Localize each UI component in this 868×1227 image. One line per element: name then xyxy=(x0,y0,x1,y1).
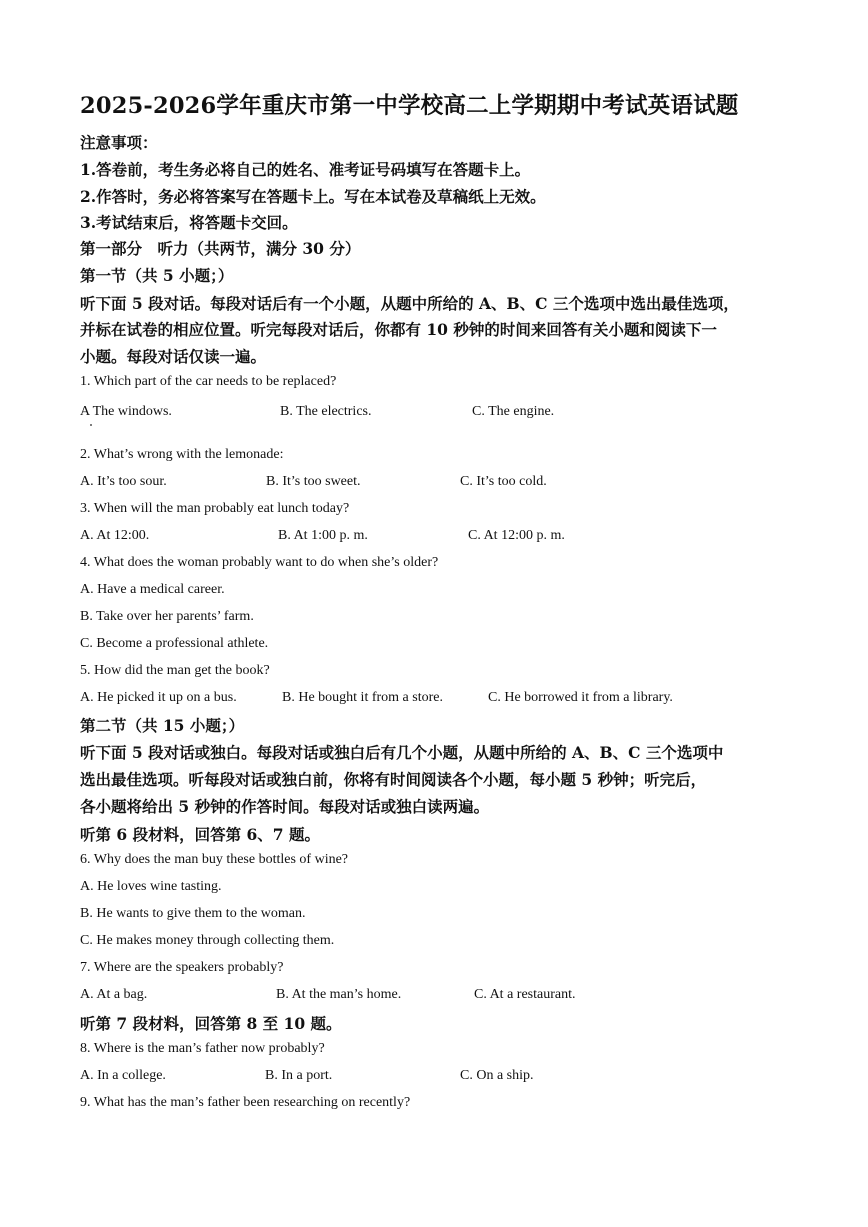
option-a: A. In a college. xyxy=(80,1068,166,1083)
question-text: 3. When will the man probably eat lunch today? xyxy=(80,501,350,516)
notice-heading: 注意事项： xyxy=(80,133,158,152)
material-heading: 听第 6 段材料，回答第 6、7 题。 xyxy=(80,825,320,844)
option-a: A. At a bag. xyxy=(80,987,148,1002)
notice-item: 1.答卷前，考生务必将自己的姓名、准考证号码填写在答题卡上。 xyxy=(80,160,531,179)
question-text: 8. Where is the man’s father now probably? xyxy=(80,1041,325,1056)
option-c: C. Become a professional athlete. xyxy=(80,636,269,651)
option-c: C. He makes money through collecting them. xyxy=(80,933,335,948)
option-a: A. It’s too sour. xyxy=(80,474,167,489)
section-heading: 第一节（共 5 小题；） xyxy=(80,266,234,285)
option-c: C. The engine. xyxy=(472,404,555,419)
option-a: A. He loves wine tasting. xyxy=(80,879,222,894)
question-text: 6. Why does the man buy these bottles of wine? xyxy=(80,852,349,867)
question-text: 7. Where are the speakers probably? xyxy=(80,960,284,975)
instruction-line: 各小题将给出 5 秒钟的作答时间。每段对话或独白读两遍。 xyxy=(80,797,490,816)
instruction-line: 听下面 5 段对话。每段对话后有一个小题，从题中所给的 A、B、C 三个选项中选出最佳选项， xyxy=(80,294,739,313)
question-text: 2. What’s wrong with the lemonade: xyxy=(80,447,284,462)
section-heading: 第二节（共 15 小题；） xyxy=(80,716,245,735)
option-c: C. At 12:00 p. m. xyxy=(468,528,565,543)
option-c: C. He borrowed it from a library. xyxy=(488,690,673,705)
option-b: B. In a port. xyxy=(265,1068,333,1083)
question-text: 5. How did the man get the book? xyxy=(80,663,270,678)
scan-speck xyxy=(90,424,92,426)
option-a: A The windows. xyxy=(80,404,172,419)
instruction-line: 并标在试卷的相应位置。听完每段对话后，你都有 10 秒钟的时间来回答有关小题和阅读下一 xyxy=(80,320,717,339)
instruction-line: 小题。每段对话仅读一遍。 xyxy=(80,347,267,366)
option-c: C. It’s too cold. xyxy=(460,474,547,489)
notice-item: 2.作答时，务必将答案写在答题卡上。写在本试卷及草稿纸上无效。 xyxy=(80,187,546,206)
option-a: A. He picked it up on a bus. xyxy=(80,690,237,705)
option-b: B. At the man’s home. xyxy=(276,987,402,1002)
question-text: 9. What has the man’s father been researching on recently? xyxy=(80,1095,411,1110)
instruction-line: 选出最佳选项。听每段对话或独白前，你将有时间阅读各个小题，每小题 5 秒钟；听完后， xyxy=(80,770,707,789)
page-title: 2025-2026学年重庆市第一中学校高二上学期期中考试英语试题 xyxy=(80,93,739,119)
option-b: B. Take over her parents’ farm. xyxy=(80,609,254,624)
question-text: 1. Which part of the car needs to be replaced? xyxy=(80,374,337,389)
material-heading: 听第 7 段材料，回答第 8 至 10 题。 xyxy=(80,1014,342,1033)
option-b: B. It’s too sweet. xyxy=(266,474,361,489)
option-a: A. Have a medical career. xyxy=(80,582,225,597)
option-b: B. He bought it from a store. xyxy=(282,690,443,705)
instruction-line: 听下面 5 段对话或独白。每段对话或独白后有几个小题，从题中所给的 A、B、C 三个选项中 xyxy=(80,743,724,762)
part-heading: 第一部分 听力（共两节，满分 30 分） xyxy=(80,239,361,258)
option-c: C. On a ship. xyxy=(460,1068,534,1083)
notice-item: 3.考试结束后，将答题卡交回。 xyxy=(80,213,298,232)
option-b: B. The electrics. xyxy=(280,404,372,419)
option-c: C. At a restaurant. xyxy=(474,987,576,1002)
question-text: 4. What does the woman probably want to do when she’s older? xyxy=(80,555,439,570)
option-a: A. At 12:00. xyxy=(80,528,150,543)
option-b: B. At 1:00 p. m. xyxy=(278,528,368,543)
option-b: B. He wants to give them to the woman. xyxy=(80,906,306,921)
